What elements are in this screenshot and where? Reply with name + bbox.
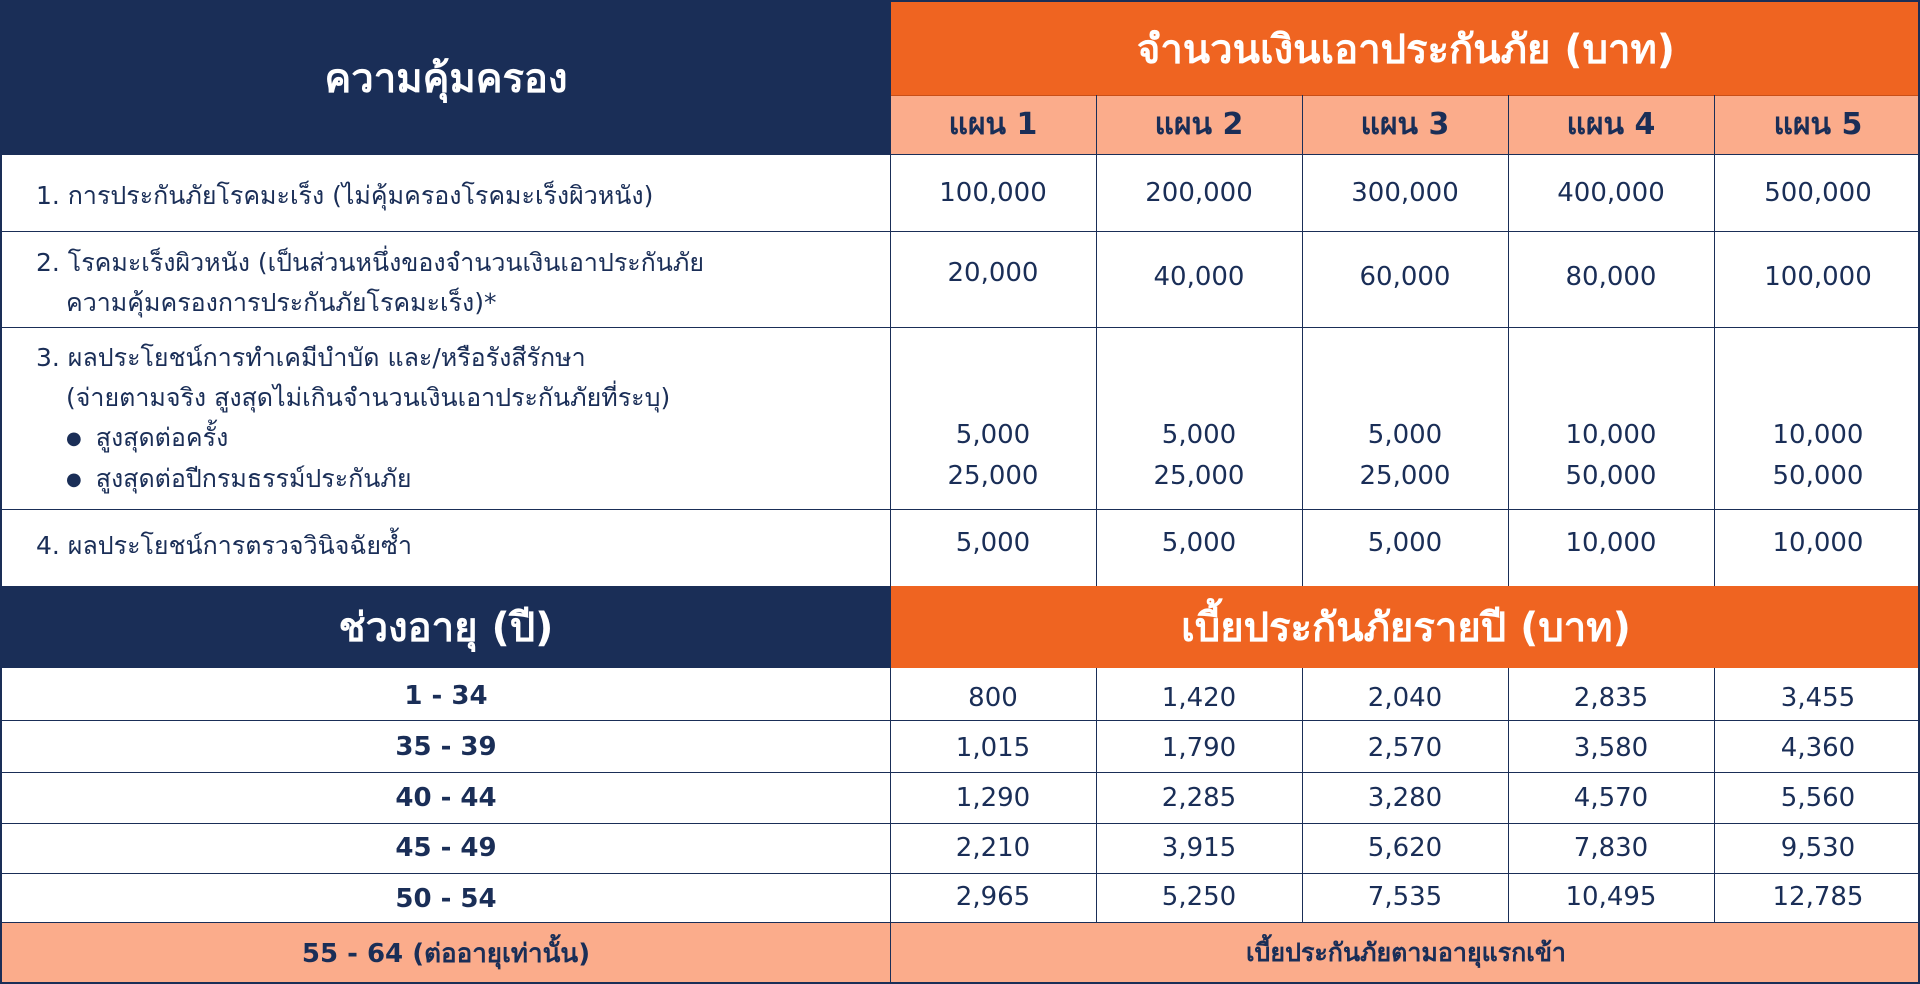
value-cell: 10,000 [1565, 528, 1657, 558]
age-range-header [2, 586, 890, 668]
premium-cell: 3,280 [1367, 783, 1443, 813]
coverage-row-2 [36, 243, 704, 323]
value-cell: 5,000 [1367, 528, 1443, 558]
grid-line [2, 327, 1920, 328]
age-range-title: ช่วงอายุ (ปี) [338, 605, 554, 651]
premium-cell: 5,250 [1161, 882, 1237, 912]
footer-age: 55 - 64 (ต่ออายุเท่านั้น) [301, 938, 591, 969]
value-cell: 300,000 [1351, 178, 1459, 208]
coverage-text: 4. ผลประโยชน์การตรวจวินิจฉัยซ้ำ [36, 531, 413, 560]
plan-label: แผน 5 [1773, 107, 1863, 142]
coverage-text: 3. ผลประโยชน์การทำเคมีบำบัด และ/หรือรังสีรักษา [36, 343, 586, 372]
plan-header-4 [1508, 95, 1714, 154]
value-cell: 60,000 [1359, 262, 1451, 292]
premium-cell: 2,570 [1367, 733, 1443, 763]
bullet-item: ● สูงสุดต่อครั้ง [36, 418, 670, 459]
premium-cell: 1,420 [1161, 683, 1237, 713]
sum-insured-title: จำนวนเงินเอาประกันภัย (บาท) [1136, 26, 1676, 73]
value-cell: 80,000 [1565, 262, 1657, 292]
coverage-title: ความคุ้มครอง [324, 56, 568, 102]
coverage-row-4 [36, 526, 412, 566]
value-cell: 25,000 [1359, 461, 1451, 491]
grid-line [1302, 668, 1303, 922]
grid-line [1714, 95, 1715, 586]
premium-cell: 1,290 [955, 783, 1031, 813]
grid-line [1096, 668, 1097, 922]
plan-label: แผน 2 [1154, 107, 1244, 142]
plan-header-3 [1302, 95, 1508, 154]
coverage-text: ความคุ้มครองการประกันภัยโรคมะเร็ง)* [66, 288, 497, 317]
grid-line [2, 509, 1920, 510]
age-cell: 40 - 44 [395, 783, 497, 813]
grid-line [2, 823, 1920, 824]
premium-cell: 9,530 [1780, 833, 1856, 863]
premium-cell: 5,560 [1780, 783, 1856, 813]
age-cell: 1 - 34 [404, 681, 488, 711]
premium-cell: 2,210 [955, 833, 1031, 863]
value-cell: 5,000 [1161, 528, 1237, 558]
premium-cell: 10,495 [1565, 882, 1657, 912]
premium-cell: 7,830 [1573, 833, 1649, 863]
premium-cell: 5,620 [1367, 833, 1443, 863]
value-cell: 25,000 [1153, 461, 1245, 491]
premium-cell: 2,965 [955, 882, 1031, 912]
coverage-row-3 [36, 338, 670, 500]
plan-header-5 [1714, 95, 1920, 154]
sum-insured-header [890, 2, 1920, 95]
premium-cell: 2,285 [1161, 783, 1237, 813]
plan-label: แผน 3 [1360, 107, 1450, 142]
value-cell: 40,000 [1153, 262, 1245, 292]
grid-line [2, 772, 1920, 773]
coverage-text: 1. การประกันภัยโรคมะเร็ง (ไม่คุ้มครองโรคมะเร็งผิวหนัง) [36, 181, 654, 210]
grid-line [1096, 95, 1097, 586]
value-cell: 50,000 [1565, 461, 1657, 491]
grid-line [1714, 668, 1715, 922]
plan-header-1 [890, 95, 1096, 154]
premium-cell: 800 [968, 683, 1018, 713]
premium-cell: 12,785 [1772, 882, 1864, 912]
premium-header [890, 586, 1920, 668]
value-cell: 100,000 [1764, 262, 1872, 292]
value-cell: 10,000 [1772, 420, 1864, 450]
grid-line [1508, 95, 1509, 586]
value-cell: 5,000 [1161, 420, 1237, 450]
value-cell: 5,000 [955, 528, 1031, 558]
age-cell: 35 - 39 [395, 732, 497, 762]
premium-cell: 3,455 [1780, 683, 1856, 713]
footer-age-cell [2, 922, 890, 984]
grid-line [2, 720, 1920, 721]
grid-line [2, 231, 1920, 232]
premium-title: เบี้ยประกันภัยรายปี (บาท) [1181, 605, 1631, 651]
value-cell: 5,000 [1367, 420, 1443, 450]
coverage-row-1 [36, 176, 653, 216]
value-cell: 5,000 [955, 420, 1031, 450]
value-cell: 400,000 [1557, 178, 1665, 208]
plan-label: แผน 1 [948, 107, 1038, 142]
age-cell: 50 - 54 [395, 884, 497, 914]
footer-note-cell [890, 922, 1920, 984]
premium-cell: 4,360 [1780, 733, 1856, 763]
grid-line [1302, 95, 1303, 586]
grid-line [2, 873, 1920, 874]
grid-line [890, 95, 1920, 96]
footer-note: เบี้ยประกันภัยตามอายุแรกเข้า [1246, 938, 1566, 967]
premium-cell: 2,835 [1573, 683, 1649, 713]
value-cell: 50,000 [1772, 461, 1864, 491]
value-cell: 100,000 [939, 178, 1047, 208]
value-cell: 10,000 [1772, 528, 1864, 558]
grid-line [1508, 668, 1509, 922]
premium-cell: 2,040 [1367, 683, 1443, 713]
coverage-header [2, 2, 890, 154]
value-cell: 10,000 [1565, 420, 1657, 450]
value-cell: 500,000 [1764, 178, 1872, 208]
value-cell: 200,000 [1145, 178, 1253, 208]
age-cell: 45 - 49 [395, 833, 497, 863]
premium-cell: 3,915 [1161, 833, 1237, 863]
plan-label: แผน 4 [1566, 107, 1656, 142]
premium-cell: 3,580 [1573, 733, 1649, 763]
bullet-item: ● สูงสุดต่อปีกรมธรรม์ประกันภัย [36, 459, 670, 500]
grid-line [890, 2, 891, 984]
premium-cell: 7,535 [1367, 882, 1443, 912]
value-cell: 25,000 [947, 461, 1039, 491]
premium-cell: 4,570 [1573, 783, 1649, 813]
grid-line [2, 154, 1920, 155]
premium-cell: 1,015 [955, 733, 1031, 763]
grid-line [2, 922, 1920, 923]
coverage-text: (จ่ายตามจริง สูงสุดไม่เกินจำนวนเงินเอาประกันภัยที่ระบุ) [66, 383, 671, 412]
value-cell: 20,000 [947, 258, 1039, 288]
coverage-text: 2. โรคมะเร็งผิวหนัง (เป็นส่วนหนึ่งของจำนวนเงินเอาประกันภัย [36, 248, 705, 277]
plan-header-2 [1096, 95, 1302, 154]
premium-cell: 1,790 [1161, 733, 1237, 763]
